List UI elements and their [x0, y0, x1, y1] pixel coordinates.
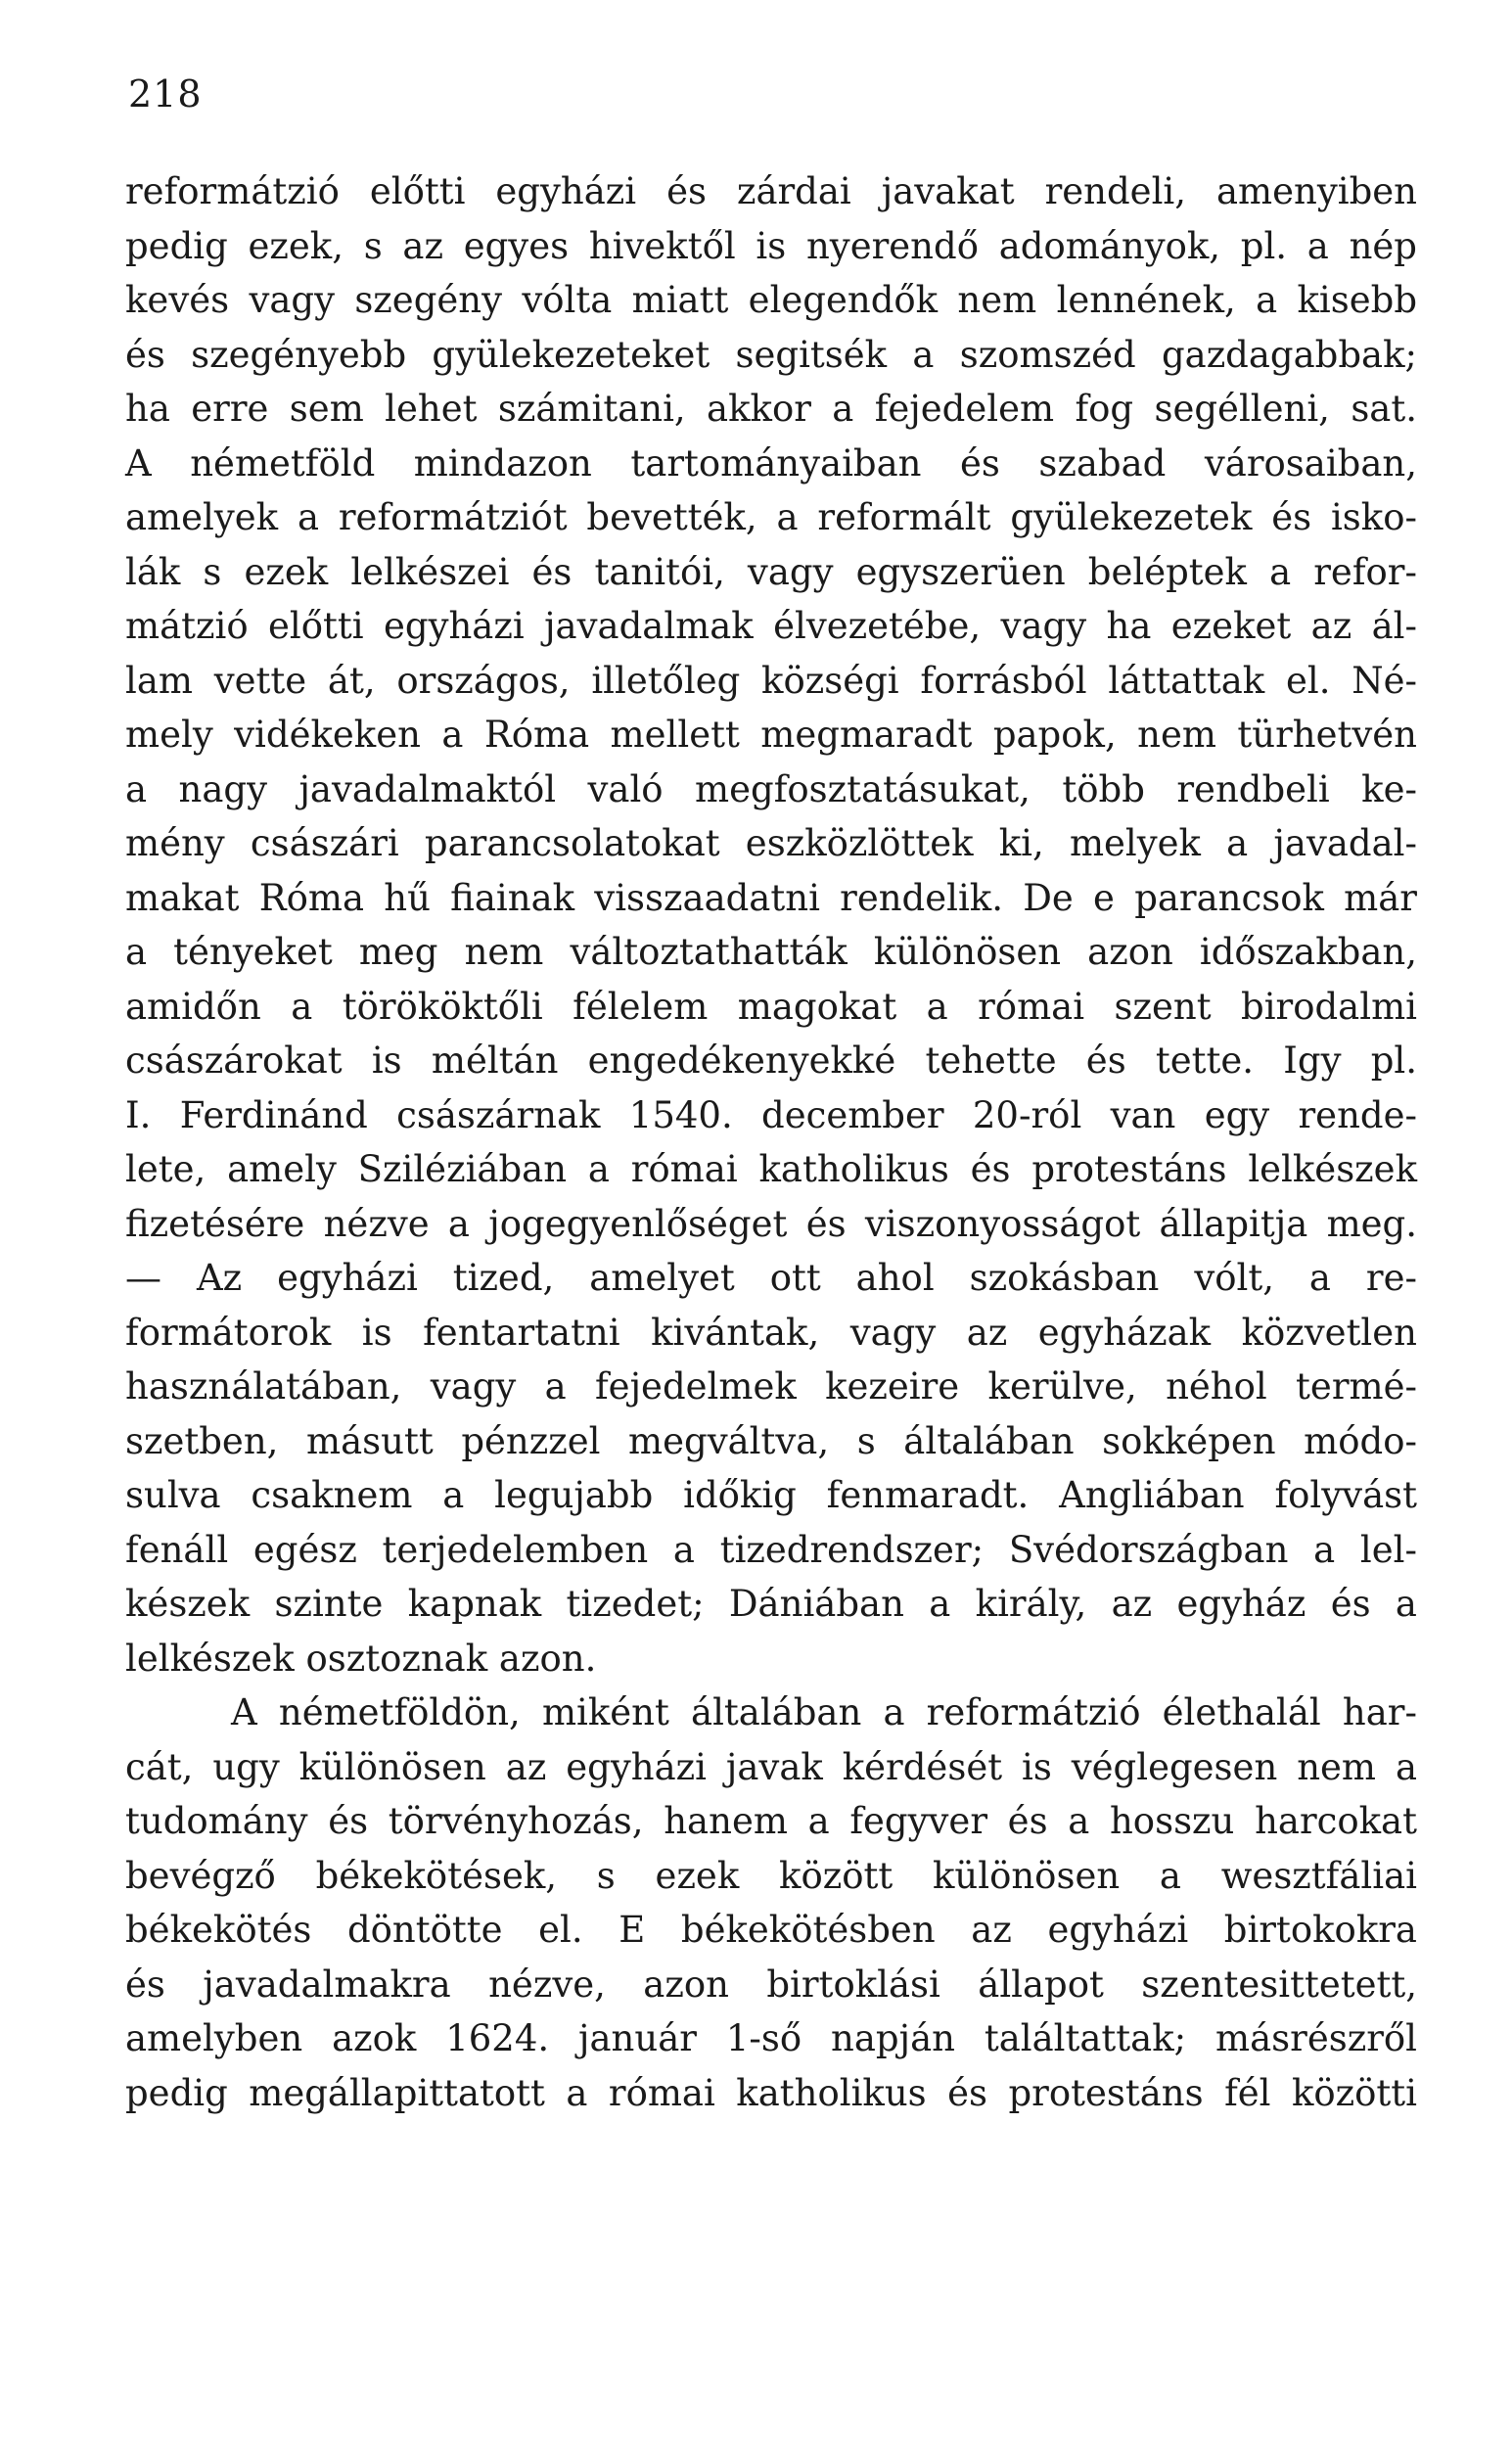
text-line: — Az egyházi tized, amelyet ott ahol szokásban vólt, a re- — [125, 1257, 1417, 1299]
text-line: kevés vagy szegény vólta miatt elegendők nem lennének, a kisebb — [125, 279, 1417, 321]
text-line: lam vette át, országos, illetőleg községi forrásból láttattak el. Né- — [125, 659, 1417, 702]
text-line: formátorok is fentartatni kivántak, vagy az egyházak közvetlen — [125, 1311, 1417, 1354]
text-line: mátzió előtti egyházi javadalmak élvezetébe, vagy ha ezeket az ál- — [125, 605, 1417, 647]
text-line: reformátzió előtti egyházi és zárdai javakat rendeli, amenyiben — [125, 170, 1417, 212]
text-line: amelyben azok 1624. január 1-ső napján találtattak; másrészről — [125, 2017, 1417, 2059]
text-line: mény császári parancsolatokat eszközlöttek ki, melyek a javadal- — [125, 822, 1417, 864]
text-line: pedig ezek, s az egyes hivektől is nyerendő adományok, pl. a nép — [125, 224, 1417, 267]
text-line: és szegényebb gyülekezeteket segitsék a szomszéd gazdagabbak; — [125, 333, 1417, 376]
text-line: készek szinte kapnak tizedet; Dániában a király, az egyház és a — [125, 1583, 1417, 1625]
text-line: makat Róma hű fiainak visszaadatni rendelik. De e parancsok már — [125, 876, 1417, 919]
body-text — [125, 164, 1417, 2120]
text-line: amidőn a törököktőli félelem magokat a római szent birodalmi — [125, 985, 1417, 1028]
text-line: sulva csaknem a legujabb időkig fenmaradt. Angliában folyvást — [125, 1474, 1417, 1516]
page-number: 218 — [128, 72, 203, 115]
text-line: bevégző békekötések, s ezek között különösen a wesztfáliai — [125, 1854, 1417, 1897]
text-line: lelkészek osztoznak azon. — [125, 1637, 597, 1680]
text-line: békekötés döntötte el. E békekötésben az egyházi birtokokra — [125, 1909, 1417, 1951]
text-line: A németföldön, miként általában a reformátzió élethalál har- — [231, 1691, 1417, 1733]
text-line: tudomány és törvényhozás, hanem a fegyver és a hosszu harcokat — [125, 1800, 1417, 1842]
text-line: amelyek a reformátziót bevették, a reformált gyülekezetek és isko- — [125, 496, 1417, 538]
text-line: a tényeket meg nem változtathatták különösen azon időszakban, — [125, 931, 1417, 973]
text-line: szetben, másutt pénzzel megváltva, s általában sokképen módo- — [125, 1419, 1417, 1462]
text-line: mely vidékeken a Róma mellett megmaradt papok, nem türhetvén — [125, 714, 1417, 756]
text-line: cát, ugy különösen az egyházi javak kérdését is véglegesen nem a — [125, 1745, 1417, 1788]
text-line: a nagy javadalmaktól való megfosztatásukat, több rendbeli ke- — [125, 767, 1417, 810]
text-line: pedig megállapittatott a római katholikus és protestáns fél közötti — [125, 2071, 1417, 2114]
text-line: lete, amely Sziléziában a római katholikus és protestáns lelkészek — [125, 1148, 1417, 1190]
text-line: fizetésére nézve a jogegyenlőséget és viszonyosságot állapitja meg. — [125, 1202, 1417, 1245]
text-line: és javadalmakra nézve, azon birtoklási állapot szentesittetett, — [125, 1962, 1417, 2006]
text-line: császárokat is méltán engedékenyekké tehette és tette. Igy pl. — [125, 1039, 1417, 1082]
text-line: A németföld mindazon tartományaiban és szabad városaiban, — [125, 441, 1417, 485]
text-line: fenáll egész terjedelemben a tizedrendszer; Svédországban a lel- — [125, 1528, 1417, 1571]
text-line: használatában, vagy a fejedelmek kezeire kerülve, néhol termé- — [125, 1365, 1417, 1408]
text-line: lák s ezek lelkészei és tanitói, vagy egyszerüen beléptek a refor- — [125, 550, 1417, 593]
text-line: I. Ferdinánd császárnak 1540. december 20-ról van egy rende- — [125, 1093, 1417, 1136]
text-line: ha erre sem lehet számitani, akkor a fejedelem fog segélleni, sat. — [125, 388, 1417, 430]
